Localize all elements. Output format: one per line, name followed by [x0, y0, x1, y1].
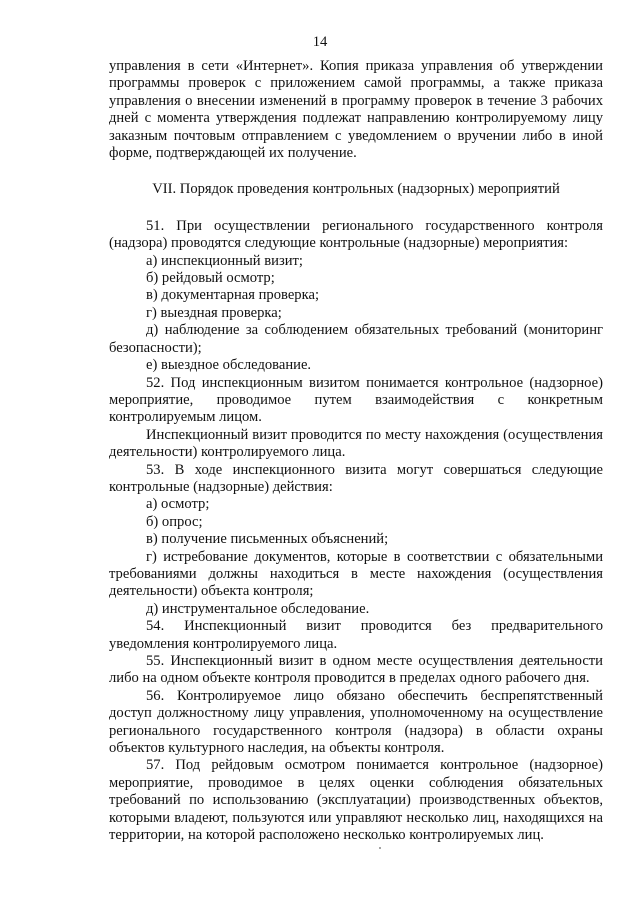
list-item-51-b: б) рейдовый осмотр;: [146, 270, 275, 287]
list-item-51-f: е) выездное обследование.: [146, 357, 312, 374]
scan-speck: [379, 847, 381, 849]
paragraph-52: 52. Под инспекционным визитом понимается контрольное (надзорное) мероприятие, проводимое путем взаимодействия с конкретным контролируемым лицом.: [109, 374, 603, 426]
list-item-53-b: б) опрос;: [146, 513, 203, 530]
list-item-53-c: в) получение письменных объяснений;: [146, 531, 389, 548]
list-item-53-a: а) осмотр;: [146, 496, 210, 513]
paragraph-57: 57. Под рейдовым осмотром понимается контрольное (надзорное) мероприятие, проводимое в целях оценки соблюдения обязательных требований по использованию (эксплуатации) производственных объектов, которыми владеют, пользуются или управляют несколько лиц, находящихся на территории, на которой расположено несколько контролируемых лиц.: [109, 757, 603, 844]
list-item-53-d: г) истребование документов, которые в соответствии с обязательными требованиями должны находиться в месте нахождения (осуществления деятельности) объекта контроля;: [109, 548, 603, 600]
document-body: [109, 58, 603, 844]
paragraph-51: 51. При осуществлении регионального государственного контроля (надзора) проводятся следующие контрольные (надзорные) мероприятия:: [109, 217, 603, 252]
list-item-51-d: г) выездная проверка;: [146, 304, 282, 321]
paragraph-55: 55. Инспекционный визит в одном месте осуществления деятельности либо на одном объекте контроля проводится в пределах одного рабочего дня.: [109, 653, 603, 687]
paragraph-54: 54. Инспекционный визит проводится без предварительного уведомления контролируемого лица.: [109, 618, 603, 652]
list-item-51-c: в) документарная проверка;: [146, 287, 319, 304]
list-item-51-e: д) наблюдение за соблюдением обязательных требований (мониторинг безопасности);: [109, 322, 603, 356]
section-heading: VII. Порядок проведения контрольных (надзорных) мероприятий: [152, 181, 560, 198]
list-item-53-e: д) инструментальное обследование.: [146, 600, 370, 617]
paragraph-52-continued: Инспекционный визит проводится по месту нахождения (осуществления деятельности) контролируемого лица.: [109, 426, 603, 461]
paragraph-56: 56. Контролируемое лицо обязано обеспечить беспрепятственный доступ должностному лицу управления, уполномоченному на осуществление регионального государственного контроля (надзора) в области охраны объектов культурного наследия, на объекты контроля.: [109, 687, 603, 757]
page-number: 14: [312, 34, 328, 50]
paragraph-53: 53. В ходе инспекционного визита могут совершаться следующие контрольные (надзорные) действия:: [109, 461, 603, 495]
paragraph-intro: управления в сети «Интернет». Копия приказа управления об утверждении программы проверок с приложением самой программы, а также приказа управления о внесении изменений в программу проверок в течение 3 рабочих дней с момента утверждения подлежат направлению контролируемому лицу заказным почтовым отправлением с уведомлением о вручении либо в иной форме, подтверждающей их получение.: [109, 58, 603, 162]
list-item-51-a: а) инспекционный визит;: [146, 252, 303, 269]
